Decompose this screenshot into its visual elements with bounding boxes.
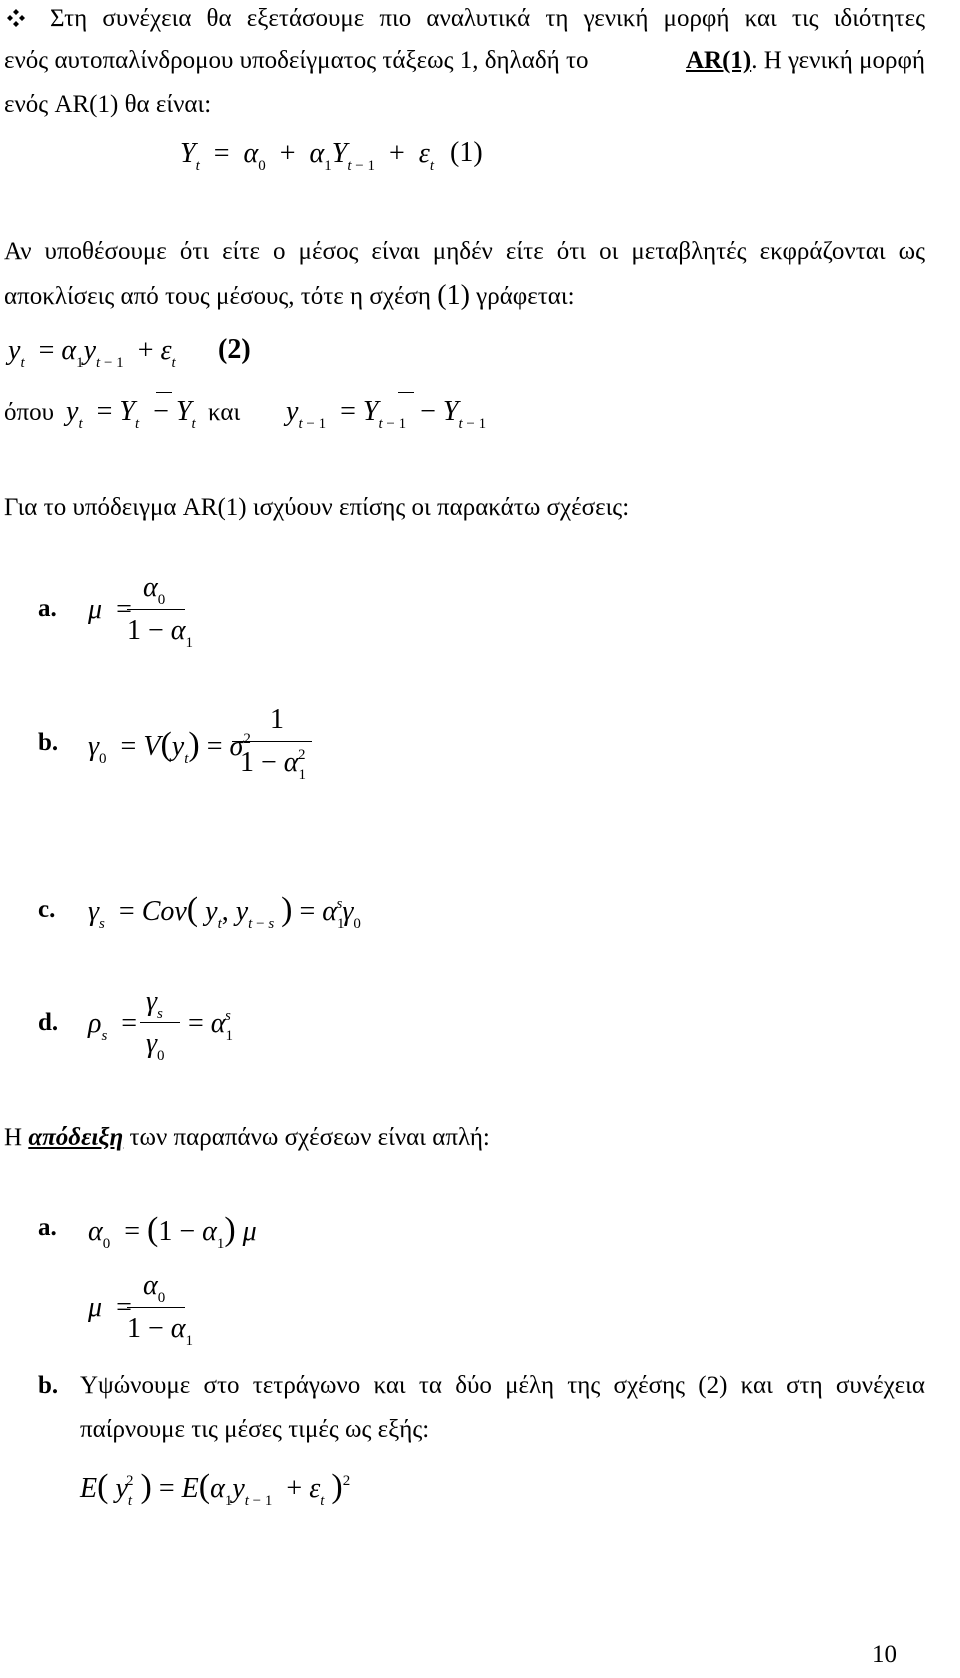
equation-1-label: (1) xyxy=(450,137,483,168)
proof-item-a-label: a. xyxy=(38,1214,57,1241)
item-a-label: a. xyxy=(38,595,57,622)
formula-b-numerator: 1 xyxy=(270,704,284,735)
equation-1: $Y_t = \alpha_0 + \alpha_1Y_t$ $_{- 1} + \varepsilon_t$ xyxy=(180,138,434,174)
proof-b-formula: E( $y_t^2$ ) = $E(\alpha_1y_t$ $_{- 1} + \varepsilon_t$ )$^2$ xyxy=(80,1468,351,1509)
deviation-definition-t: $y_t = Y_t - Y_t$ xyxy=(66,396,196,432)
item-d-label: d. xyxy=(38,1009,59,1036)
fraction-bar xyxy=(127,1307,185,1308)
proof-a-numerator: $\alpha_0$ xyxy=(143,1270,166,1306)
formula-a-numerator: $\alpha_0$ xyxy=(143,572,166,608)
para2-line-1: Αν υποθέσουμε ότι είτε ο μέσος είναι μηδέν είτε ότι οι μεταβλητές εκφράζονται ως xyxy=(4,238,925,265)
proof-item-b-label: b. xyxy=(38,1372,59,1399)
proof-b-line-2: παίρνουμε τις μέσες τιμές ως εξής: xyxy=(80,1416,430,1443)
fraction-bar xyxy=(232,741,312,742)
formula-d-lhs: $\rho_s$ = xyxy=(88,1008,138,1044)
proof-a-formula-2-lhs: μ = xyxy=(88,1292,132,1323)
equation-2: $y_t = \alpha_1y_t$ $_{- 1} + \varepsilon_t$ xyxy=(8,335,176,371)
equation-2-label: (2) xyxy=(218,334,251,365)
fraction-bar xyxy=(127,609,185,610)
proof-keyword: απόδειξη xyxy=(28,1124,124,1151)
deviation-definition-t-minus-1: $y_t$ $_{- 1} = Y_t$ $_{- 1} - Y_t$ $_{- 1}$ xyxy=(286,396,487,432)
intro-line-3: ενός AR(1) θα είναι: xyxy=(4,91,212,118)
para3-line-1: Για το υπόδειγμα AR(1) ισχύουν επίσης οι παρακάτω σχέσεις: xyxy=(4,494,630,521)
formula-b-denominator: $1 - \alpha_1^2$ xyxy=(240,747,306,783)
where-word: όπου xyxy=(4,399,54,426)
proof-a-formula-1: $\alpha_0 = (1 - \alpha_1)$ μ xyxy=(88,1211,257,1252)
item-c-label: c. xyxy=(38,896,56,923)
intro-line-1: Στη συνέχεια θα εξετάσουμε πιο αναλυτικά τη γενική μορφή και τις ιδιότητες xyxy=(50,5,925,32)
ar1-bold-term: AR(1) xyxy=(685,47,752,74)
proof-b-line-1: Υψώνουμε στο τετράγωνο και τα δύο μέλη της σχέσης (2) και στη συνέχεια xyxy=(80,1372,925,1399)
formula-d-numerator: $\gamma_s$ xyxy=(146,986,163,1022)
para2-line-2: αποκλίσεις από τους μέσους, τότε η σχέση (1) γράφεται: xyxy=(4,280,575,311)
mean-overbar-lagged xyxy=(398,392,414,393)
fraction-bar xyxy=(140,1022,180,1023)
intro-line-2 xyxy=(4,46,925,76)
four-diamond-bullet-icon xyxy=(6,8,26,28)
cov-text: Cov xyxy=(141,896,187,927)
intro-line-2-tail: . Η γενική μορφή xyxy=(751,47,925,74)
formula-a-denominator: $1 - \alpha_1$ xyxy=(127,615,193,651)
proof-a-denominator: $1 - \alpha_1$ xyxy=(127,1313,193,1349)
formula-d-denominator: $\gamma_0$ xyxy=(146,1028,165,1064)
formula-c: $\gamma_s = Cov$( $y_t$, $y_t$ $_-$ $_s$ ) = $\alpha_1^s\gamma_0$ xyxy=(88,891,361,932)
proof-heading: Η απόδειξη των παραπάνω σχέσεων είναι απλή: xyxy=(4,1124,490,1151)
formula-b-lhs: $\gamma_0 = V(y_t) = \sigma^2$ xyxy=(88,726,251,767)
formula-a-lhs: μ = xyxy=(88,594,132,625)
formula-d-rhs: = $\alpha_1^s$ xyxy=(188,1008,233,1044)
intro-line-2-text: ενός αυτοπαλίνδρομου υποδείγματος τάξεως 1, δηλαδή το xyxy=(4,47,589,74)
mean-overbar xyxy=(156,392,172,393)
page-number: 10 xyxy=(872,1641,897,1668)
item-b-label: b. xyxy=(38,729,59,756)
and-word: και xyxy=(208,399,241,426)
